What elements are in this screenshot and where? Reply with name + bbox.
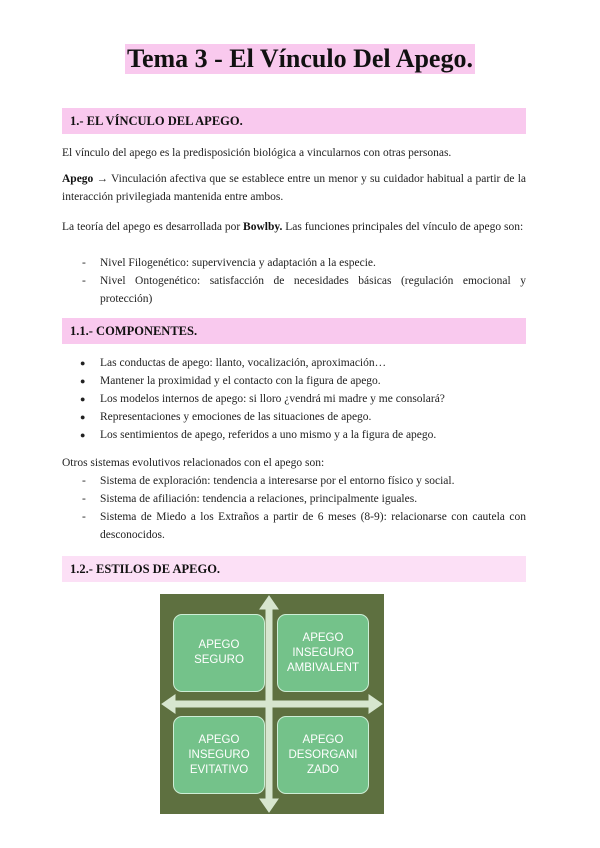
section-1-2-heading: 1.2.- ESTILOS DE APEGO. [62, 556, 526, 582]
other-systems-intro: Otros sistemas evolutivos relacionados con el apego son: [62, 457, 325, 469]
list-item: ● Los modelos internos de apego: si lloro ¿vendrá mi madre y me consolará? [62, 390, 526, 408]
page-title: Tema 3 - El Vínculo Del Apego. [127, 44, 473, 73]
arrow-down-icon [260, 799, 278, 812]
functions-list [62, 254, 526, 308]
list-item: - Sistema de exploración: tendencia a interesarse por el entorno físico y social. [62, 472, 526, 490]
horizontal-axis [172, 701, 372, 707]
author-bowlby: Bowlby. [243, 221, 283, 233]
arrow-up-icon [260, 596, 278, 609]
components-list [62, 354, 526, 444]
list-item: - Nivel Filogenético: supervivencia y adaptación a la especie. [62, 254, 526, 272]
term-apego: Apego [62, 173, 94, 185]
style-secure-box: APEGO SEGURO [173, 614, 265, 692]
paragraph-definition: El vínculo del apego es la predisposición biológica a vincularnos con otras personas. [62, 147, 452, 159]
theory-pre: La teoría del apego es desarrollada por [62, 221, 244, 233]
list-item: - Sistema de Miedo a los Extraños a partir de 6 meses (8-9): relacionarse con cautela con desconocidos. [62, 508, 526, 544]
list-item: - Nivel Ontogenético: satisfacción de necesidades básicas (regulación emocional y protección) [62, 272, 526, 308]
list-item: ● Mantener la proximidad y el contacto con la figura de apego. [62, 372, 526, 390]
list-item: ● Los sentimientos de apego, referidos a uno mismo y a la figura de apego. [62, 426, 526, 444]
paragraph-theory [62, 218, 526, 236]
paragraph-apego [62, 170, 526, 206]
style-avoidant-box: APEGO INSEGURO EVITATIVO [173, 716, 265, 794]
attachment-styles-diagram [160, 594, 384, 814]
theory-post: Las funciones principales del vínculo de apego son: [282, 221, 524, 233]
style-disorganized-box: APEGO DESORGANI ZADO [277, 716, 369, 794]
list-item: - Sistema de afiliación: tendencia a relaciones, principalmente iguales. [62, 490, 526, 508]
title-wrapper [0, 44, 600, 74]
list-item: ● Representaciones y emociones de las situaciones de apego. [62, 408, 526, 426]
other-systems-list [62, 472, 526, 544]
apego-definition: → Vinculación afectiva que se establece entre un menor y su cuidador habitual a partir de la interacción privilegiada mantenida entre ambos. [62, 173, 526, 203]
list-item: ● Las conductas de apego: llanto, vocalización, aproximación… [62, 354, 526, 372]
style-ambivalent-box: APEGO INSEGURO AMBIVALENT [277, 614, 369, 692]
arrow-left-icon [162, 695, 175, 713]
section-1-1-heading: 1.1.- COMPONENTES. [62, 318, 526, 344]
section-1-heading: 1.- EL VÍNCULO DEL APEGO. [62, 108, 526, 134]
arrow-right-icon [369, 695, 382, 713]
